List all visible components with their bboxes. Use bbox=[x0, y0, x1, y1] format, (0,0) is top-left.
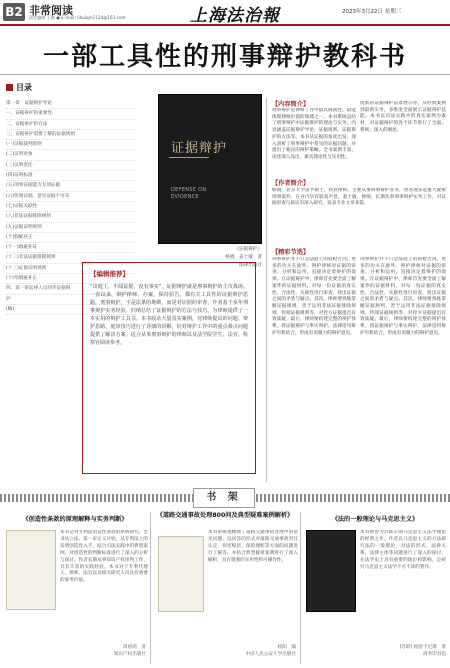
summary-text-col2: 度新的证据辩护前景展示办。从经典案例到最新实务，多维度全面展示证据辩护技能。本书以司法实践中的真实案例为素材，对证据辩护的各个环节进行了全面、系统、深入的阐述。 bbox=[360, 101, 446, 133]
toc-item: 一、证据辩护的重要性 bbox=[6, 109, 136, 119]
author-text: 杨晓，北京大学法学硕士，执业律师。主要从事刑事辩护业务，曾办理多起重大疑难刑事案件，在业内享有较高声誉。姜士敏，律师，长期从事刑事辩护实务工作，对证据审查与质证有深入研究，发表专业文章多篇。 bbox=[272, 188, 446, 207]
toc-item: (九)证据证明规则 bbox=[6, 223, 136, 233]
column-divider bbox=[150, 512, 151, 664]
review-body: 本书是对专利法创造性条款的系统研究。全书从立法、第一审定义开始，从专利法上的发明创造性入手，结合司法实践中的典型案例，对创造性的判断标准进行了深入的分析与探讨。作者长期从事知识产权审判工作，具有丰富的实践经验。本书对于专利代理人、律师、法官以及相关研究人员具有重要的参考价值。 bbox=[60, 530, 148, 584]
toc-item: (二)证明对象 bbox=[6, 150, 136, 160]
editor-recommendation-box bbox=[82, 262, 256, 474]
toc-item: (十三)证据证明规则 bbox=[6, 264, 136, 274]
toc-item: (略) bbox=[6, 305, 136, 315]
decorative-rule bbox=[169, 157, 209, 158]
masthead bbox=[0, 0, 450, 26]
bookshelf-banner bbox=[0, 488, 450, 508]
book-cover-english: DEFENSE ON EVIDENCE bbox=[171, 187, 207, 200]
column-divider bbox=[266, 98, 267, 482]
review-body: 本书被誉为苏联早期马克思主义法学理论的经典之作。作者以马克思主义的方法研究法的一般理论，对法的形式、法律关系、法律主体等问题进行了深入的探讨，在法学史上具有重要的地位和影响，是研究马克思主义法学不可不读的著作。 bbox=[360, 530, 446, 570]
review-title: 《道路交通事故处理800问及典型疑难案例解析》 bbox=[156, 512, 294, 519]
review-body: 本书系统地梳理了道路交通事故处理中的常见问题，以问答的形式对道路交通事故责任认定、损害赔偿、保险理赔等方面的问题进行了解答，并结合典型疑难案例进行了深入解析，具有很强的实用性和可操作性。 bbox=[208, 530, 298, 563]
toc-item: (四)证明标准 bbox=[6, 171, 136, 181]
book-cover-title: 证据辩护 bbox=[171, 141, 228, 156]
section-heading-summary: 【内容简介】 bbox=[272, 101, 310, 108]
page-headline: 一部工具性的刑事辩护教科书 bbox=[42, 42, 407, 72]
page-badge: B2 bbox=[3, 3, 25, 21]
review-credit: 杨阳 编 中国人民公安大学出版社 bbox=[245, 645, 296, 657]
toc-item: (十一)瑕疵补证 bbox=[6, 243, 136, 253]
toc-item: (十)瑕疵补正 bbox=[6, 233, 136, 243]
book-cover-image bbox=[158, 94, 262, 244]
section-heading-excerpt: 【精彩节选】 bbox=[272, 249, 310, 256]
book-cover-image bbox=[306, 530, 356, 612]
toc-item: 第一章 证据辩护导论 bbox=[6, 99, 136, 109]
review-title: 《创造性条款的原理解释与实务判断》 bbox=[22, 516, 128, 523]
summary-text-col1: 刑事辩护是律师工作中最具挑战性、最能体现律师价值的领域之一。本书系统总结了刑事辩护中证据辩护的理论与实务，内容涵盖证据辩护导论、证据规则、证据辩护的方法等。本书从证据的角度出发，深入剖析了刑事辩护中常见的证据问题，并提出了相应的辩护策略。全书案例丰富、论述深入浅出，兼具理论性与实用性。 bbox=[272, 108, 356, 160]
review-credit: 周裕鸿 著 知识产权出版社 bbox=[113, 645, 146, 657]
book-cover-image bbox=[6, 530, 56, 610]
toc-item: (一)证据裁判原则 bbox=[6, 140, 136, 150]
editor-box-title: 【编辑推荐】 bbox=[90, 270, 129, 278]
toc-item: 护 bbox=[6, 295, 136, 305]
publication-date: 2023年3月22日 星期三 bbox=[342, 9, 402, 15]
toc-item: 二、证据辩护的方法 bbox=[6, 120, 136, 130]
toc-item: 四、第一审讼律人员同步证据辩 bbox=[6, 284, 136, 294]
section-heading-author: 【作者简介】 bbox=[272, 180, 310, 187]
toc-item: (七)证据关联性 bbox=[6, 202, 136, 212]
excerpt-text-col1: 刑事辩护并不只是法庭上的唇枪舌剑，更多的功夫在庭外。辩护律师对证据的审查、分析和运用，直接决定着辩护的效果。在证据辩护中，律师首先要全面了解案件的证据材料，对每一份证据的真实性、合法性、关联性进行审查，找出证据之间的矛盾与疑点。其次，律师要熟练掌握证据规则，善于运用非法证据排除规则、传闻证据规则等，对控方证据提出有效质疑。最后，律师要构建完整的辩护体系，将证据辩护与事实辩护、法律适用辩护有机结合，形成有说服力的辩护意见。 bbox=[272, 257, 356, 336]
square-bullet-icon bbox=[6, 84, 13, 91]
banner-label: 书 架 bbox=[193, 488, 255, 508]
toc-item: 三、证据辩护需要了解的证据规则 bbox=[6, 130, 136, 140]
caption-publisher: 法律出版社 bbox=[239, 263, 262, 268]
review-title: 《法的一般理论与马克思主义》 bbox=[331, 516, 419, 523]
review-credit: [苏联] 帕舒卡尼斯 著 商务印书馆 bbox=[399, 645, 446, 657]
caption-title: 《证据辩护》 bbox=[234, 247, 262, 252]
toc-item: (十四)瑕疵补正 bbox=[6, 274, 136, 284]
divider bbox=[0, 74, 450, 75]
caption-author: 杨晓 姜士敏 著 bbox=[225, 255, 262, 260]
toc-heading bbox=[6, 82, 136, 93]
toc-title: 目录 bbox=[16, 83, 32, 92]
editor-box-body: “出庭上，不闻证据，没有事实”。证据辩护就是刑事辩护的主攻战场。一直以来，辩护律师、办案、保持原告，都有关工具性的证据辩护思路。刑事辩护，不是法条的堆砌，而是对证据的审查。作者基于多年刑事辩护实务经验，归纳总结了证据辩护的方法与技巧，为律师提供了一本实用的辩护工具书。本书收录大量真实案例，对律师提出的问题、辩护思路、庭审技巧进行了详细的讲解，针对辩护工作中的重点难点问题提供了解决方案。适合从事刑事辩护的律师以及法学院学生、法官、检察官阅读参考。 bbox=[90, 284, 248, 346]
excerpt-text-col2: 刑事辩护并不只是法庭上的唇枪舌剑，更多的功夫在庭外。辩护律师对证据的审查、分析和运用，直接决定着辩护的效果。在证据辩护中，律师首先要全面了解案件的证据材料，对每一份证据的真实性、合法性、关联性进行审查，找出证据之间的矛盾与疑点。其次，律师要熟练掌握证据规则，善于运用非法证据排除规则、传闻证据规则等，对控方证据提出有效质疑。最后，律师要构建完整的辩护体系，将证据辩护与事实辩护、法律适用辩护有机结合，形成有说服力的辩护意见。 bbox=[360, 257, 446, 336]
toc-item: (八)非法证据排除规则 bbox=[6, 212, 136, 222]
column-divider bbox=[300, 512, 301, 664]
section-editor-line: 责任编辑 王婉 ● E-mail: lihuiqin1124@163.com bbox=[29, 15, 126, 20]
toc-item: (五)刑事证据能力专项证据 bbox=[6, 181, 136, 191]
toc-item: (六)传闻证据、意见证据不可采 bbox=[6, 192, 136, 202]
newspaper-logo: 上海法治報 bbox=[190, 6, 280, 26]
book-cover-image bbox=[158, 536, 204, 612]
section-name: 非常阅读 bbox=[29, 4, 73, 17]
toc-item: (三)证明责任 bbox=[6, 161, 136, 171]
toc-item: (十二)非法证据排除规则 bbox=[6, 253, 136, 263]
